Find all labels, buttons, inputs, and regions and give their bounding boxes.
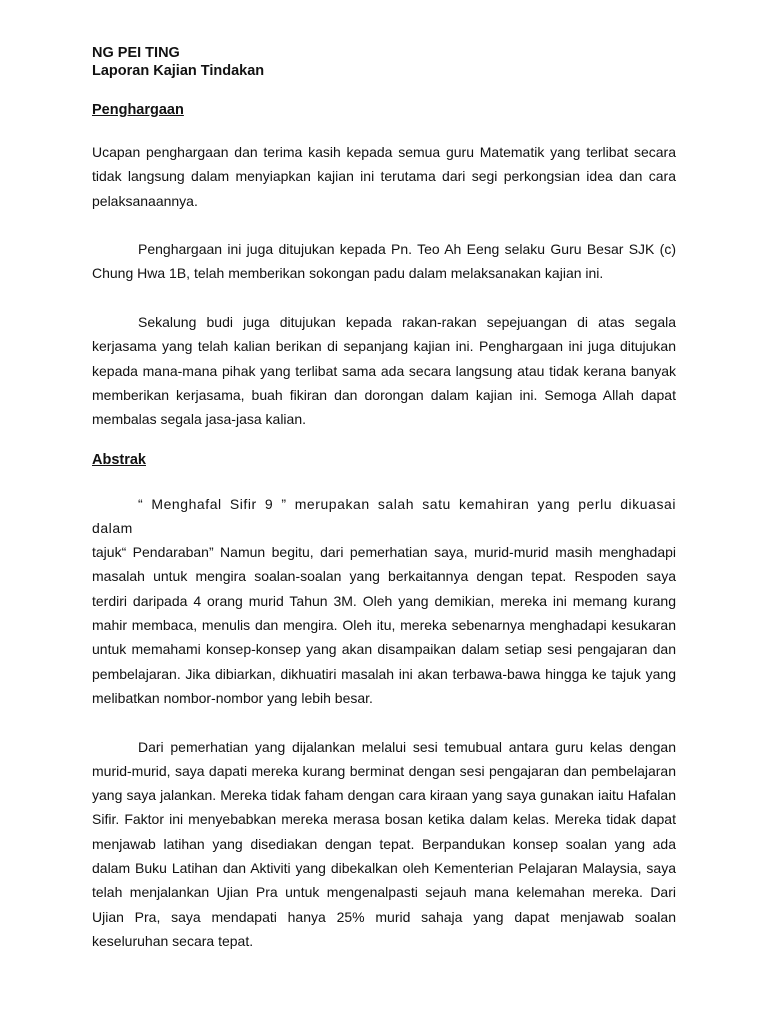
heading-abstrak: Abstrak <box>92 451 146 468</box>
heading-penghargaan: Penghargaan <box>92 102 184 118</box>
paragraph-abstrak-1 <box>92 492 676 711</box>
abstrak-quote-line: “ Menghafal Sifir 9 ” merupakan salah satu kemahiran yang perlu dikuasai dalam <box>92 495 676 536</box>
paragraph-penghargaan-1: Ucapan penghargaan dan terima kasih kepada semua guru Matematik yang terlibat secara tidak langsung dalam menyiapkan kajian ini terutama dari segi perkongsian idea dan cara pelaksanaannya. <box>92 144 676 209</box>
paragraph-penghargaan-3: Sekalung budi juga ditujukan kepada rakan-rakan sepejuangan di atas segala kerjasama yang telah kalian berikan di sepanjang kajian ini. Penghargaan ini juga ditujukan kepada mana-mana pihak yang terlibat sama ada secara langsung atau tidak kerana banyak memberikan kerjasama, buah fikiran dan dorongan dalam kajian ini. Semoga Allah dapat membalas segala jasa-jasa kalian. <box>92 314 676 428</box>
document-page <box>92 44 676 953</box>
report-title: Laporan Kajian Tindakan <box>92 63 265 79</box>
paragraph-abstrak-2: Dari pemerhatian yang dijalankan melalui sesi temubual antara guru kelas dengan murid-murid, saya dapati mereka kurang berminat dengan sesi pengajaran dan pembelajaran yang saya jalankan. Mereka tidak faham dengan cara kiraan yang saya gunakan iaitu Hafalan Sifir. Faktor ini menyebabkan mereka merasa bosan ketika dalam kelas. Mereka tidak dapat menjawab latihan yang disediakan dengan tepat. Berpandukan konsep soalan yang ada dalam Buku Latihan dan Aktiviti yang dibekalkan oleh Kementerian Pelajaran Malaysia, saya telah menjalankan Ujian Pra untuk mengenalpasti sejauh mana kelemahan mereka. Dari Ujian Pra, saya mendapati hanya 25% murid sahaja yang dapat menjawab soalan keseluruhan secara tepat. <box>92 738 676 949</box>
paragraph-penghargaan-2: Penghargaan ini juga ditujukan kepada Pn. Teo Ah Eeng selaku Guru Besar SJK (c) Chung Hwa 1B, telah memberikan sokongan padu dalam melaksanakan kajian ini. <box>92 241 676 282</box>
abstrak-paragraph-1-body: tajuk“ Pendaraban” Namun begitu, dari pemerhatian saya, murid-murid masih menghadapi masalah untuk mengira soalan-soalan yang berkaitannya dengan tepat. Respoden saya terdiri daripada 4 orang murid Tahun 3M. Oleh yang demikian, mereka ini memang kurang mahir membaca, menulis dan mengira. Oleh itu, mereka sebenarnya menghadapi kesukaran untuk memahami konsep-konsep yang akan disampaikan dalam setiap sesi pengajaran dan pembelajaran. Jika dibiarkan, dikhuatiri masalah ini akan terbawa-bawa hingga ke tajuk yang melibatkan nombor-nombor yang lebih besar. <box>92 544 676 706</box>
author-name: NG PEI TING <box>92 45 180 61</box>
